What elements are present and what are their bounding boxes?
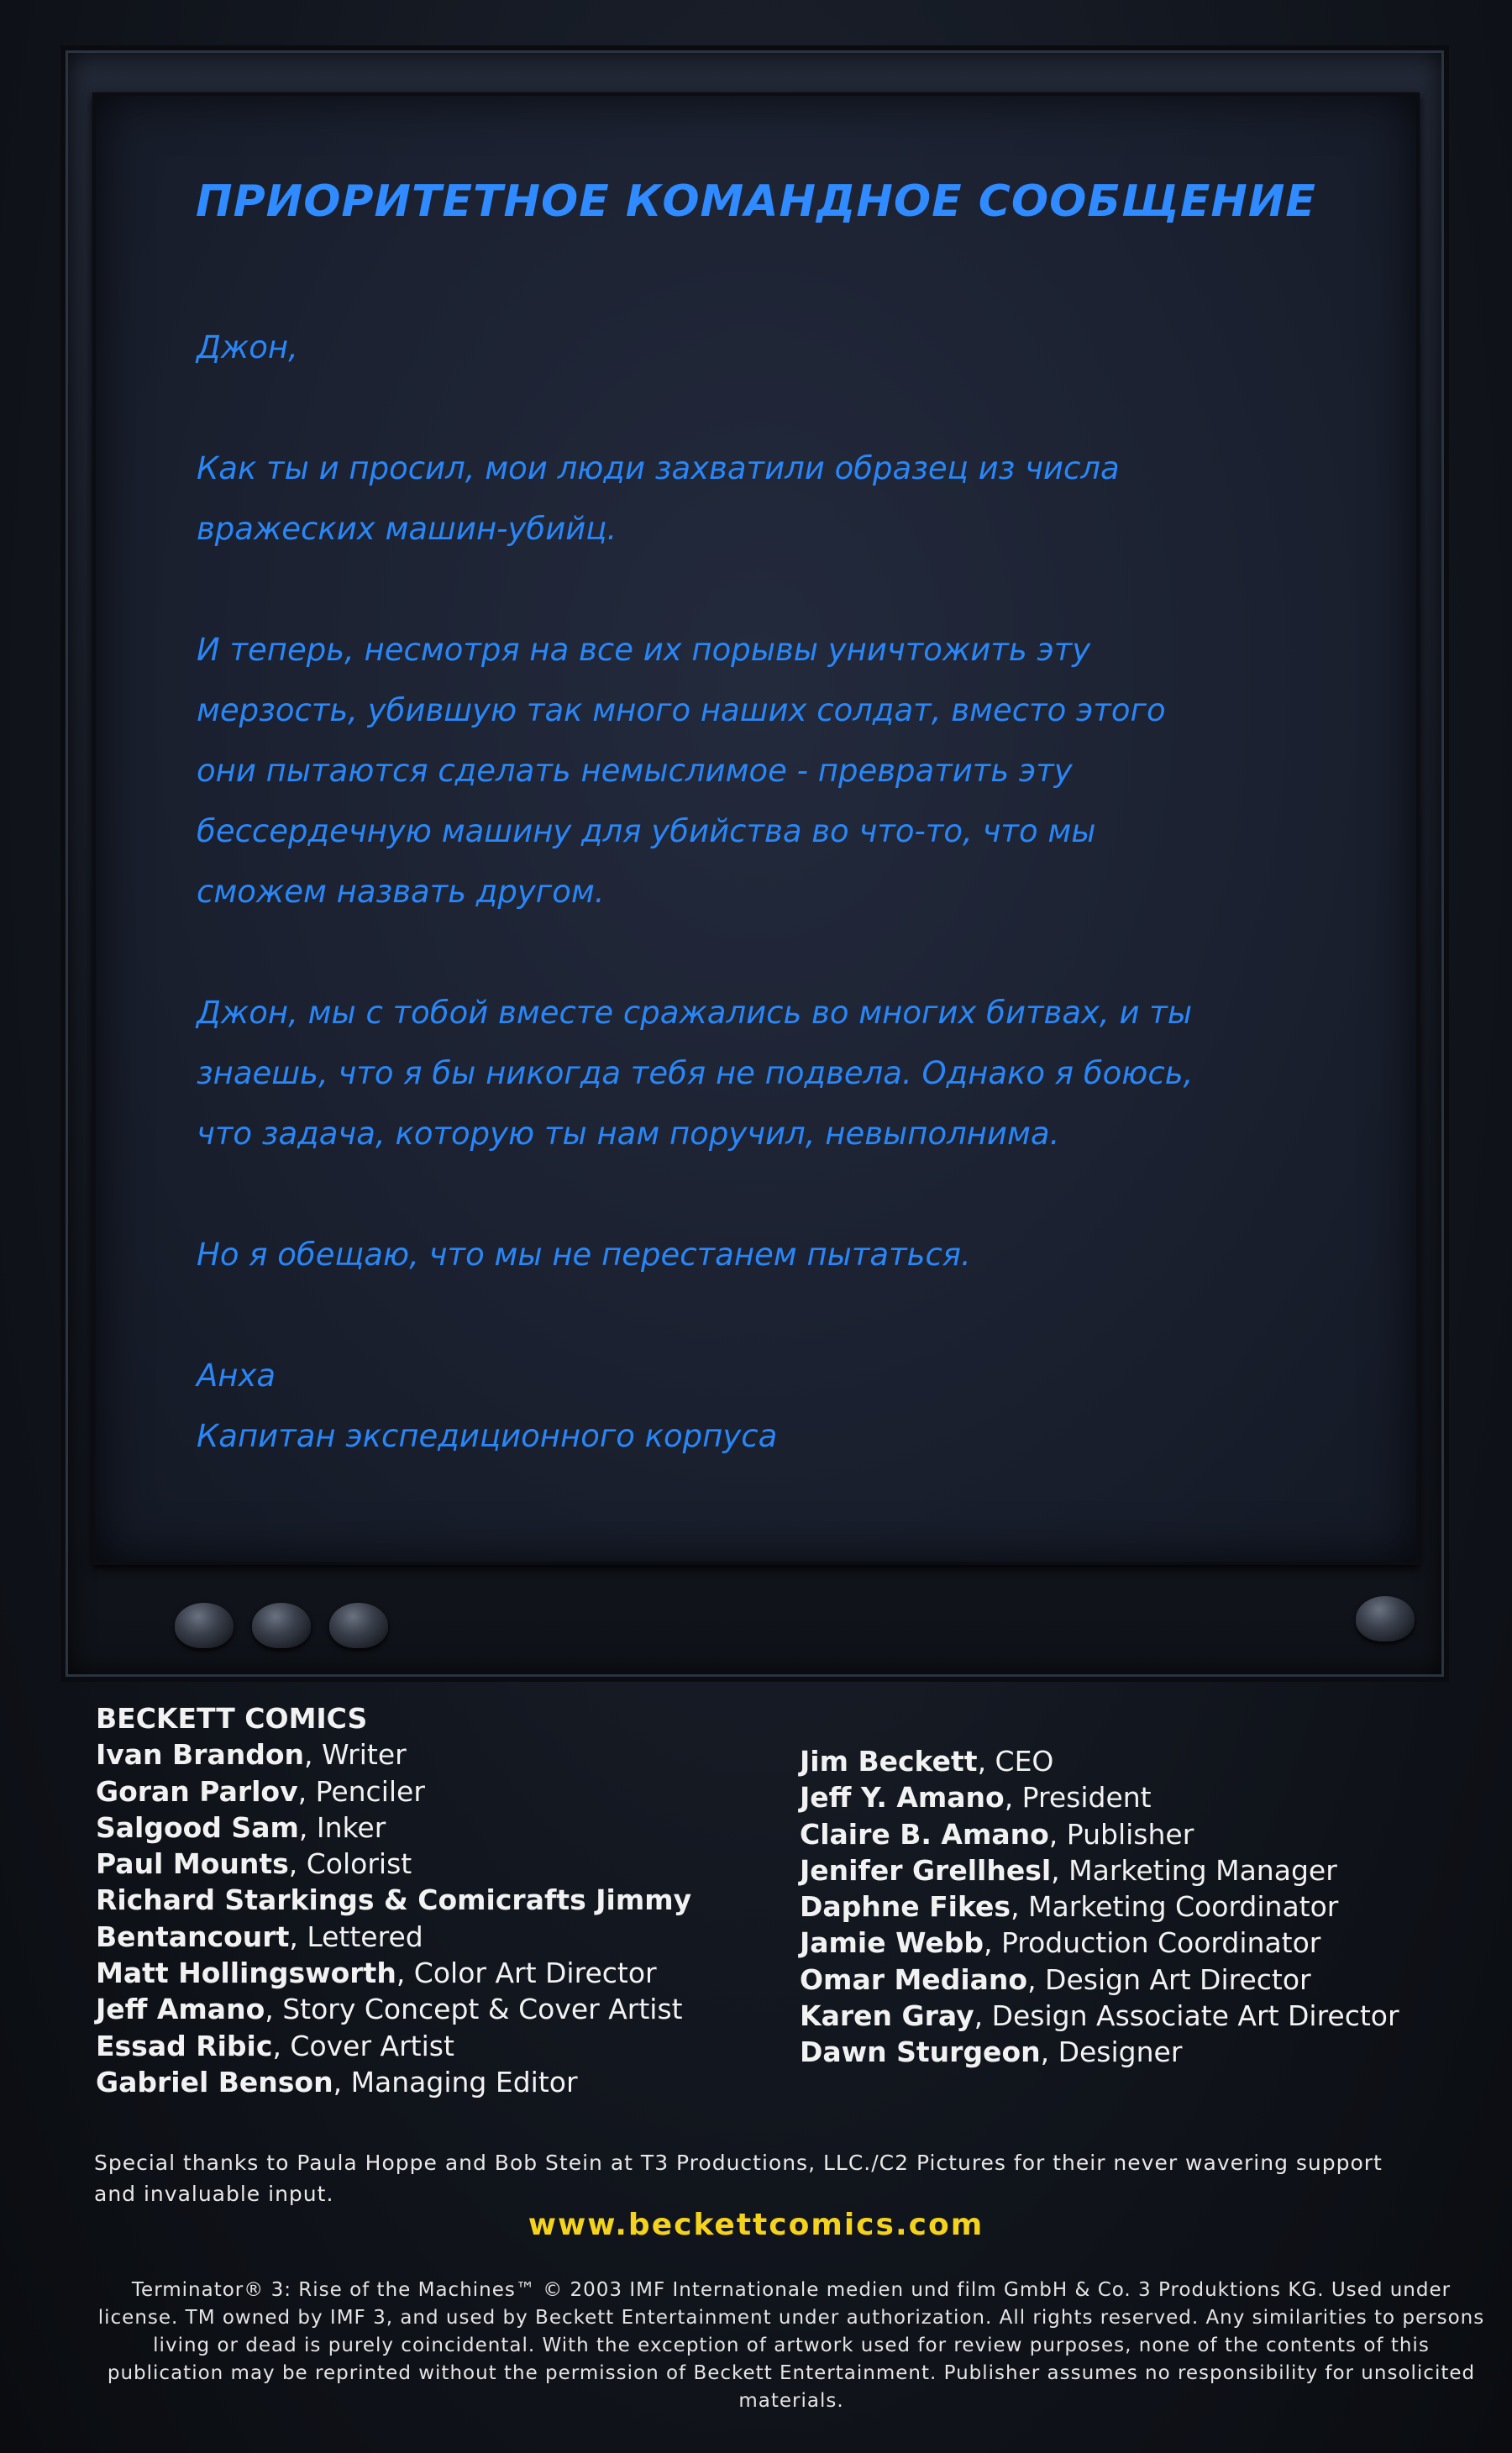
message-signature <box>197 1346 1373 1467</box>
credit-line: Jeff Amano, Story Concept & Cover Artist <box>96 1993 683 2026</box>
message-paragraph-1: Как ты и просил, мои люди захватили образец из числа вражеских машин-убийц. <box>197 450 1120 547</box>
credit-line: Jim Beckett, CEO <box>800 1745 1054 1778</box>
credit-line: Richard Starkings & Comicrafts Jimmy <box>96 1883 692 1917</box>
message-paragraph-2: И теперь, несмотря на все их порывы уничтожить эту мерзость, убившую так много наших солдат, вместо этого они пытаются сделать немыслимое - превратить эту бессердечную машину для убийства во что-то, что мы сможем назвать другом. <box>197 632 1166 910</box>
message-title: ПРИОРИТЕТНОЕ КОМАНДНОЕ СООБЩЕНИЕ <box>196 176 1316 227</box>
message-paragraph-4: Но я обещаю, что мы не перестанем пытаться. <box>197 1237 971 1273</box>
monitor-knob-3 <box>329 1603 388 1648</box>
signature-title: Капитан экспедиционного корпуса <box>197 1418 778 1454</box>
website-link[interactable]: www.beckettcomics.com <box>528 2208 984 2242</box>
credit-line: Salgood Sam, Inker <box>96 1810 386 1844</box>
credits-right-column <box>800 1743 1399 2071</box>
credit-line: Bentancourt, Lettered <box>96 1920 423 1953</box>
credit-line: Gabriel Benson, Managing Editor <box>96 2065 578 2098</box>
message-paragraph-3: Джон, мы с тобой вместе сражались во многих битвах, и ты знаешь, что я бы никогда тебя не подвела. Однако я боюсь, что задача, которую ты нам поручил, невыполнима. <box>197 995 1194 1152</box>
credits-heading: BECKETT COMICS <box>96 1702 368 1735</box>
credit-line: Daphne Fikes, Marketing Coordinator <box>800 1890 1339 1924</box>
credits-left-column <box>96 1700 691 2100</box>
credit-line: Claire B. Amano, Publisher <box>800 1817 1194 1851</box>
credit-line: Goran Parlov, Penciler <box>96 1774 425 1808</box>
credit-line: Essad Ribic, Cover Artist <box>96 2029 454 2062</box>
credit-line: Matt Hollingsworth, Color Art Director <box>96 1957 657 1990</box>
signature-name: Анха <box>197 1358 276 1394</box>
legal-notice: Terminator® 3: Rise of the Machines™ © 2003 IMF Internationale medien und film GmbH & Co. 3 Produktions KG. Used under license. TM owned by IMF 3, and used by Beckett Entertainment under authorization. All rights reserved. Any similarities to persons living or dead is purely coincidental. With the exception of artwork used for review purposes, none of the contents of this publication may be reprinted without the permission of Beckett Entertainment. Publisher assumes no responsibility for unsolicited materials. <box>97 2279 1485 2412</box>
credit-line: Karen Gray, Design Associate Art Director <box>800 1999 1399 2033</box>
credit-line: Jenifer Grellhesl, Marketing Manager <box>800 1853 1337 1887</box>
credit-line: Omar Mediano, Design Art Director <box>800 1962 1311 1996</box>
credit-line: Ivan Brandon, Writer <box>96 1738 407 1772</box>
message-salutation: Джон, <box>197 329 298 365</box>
monitor-knob-2 <box>252 1603 311 1648</box>
special-thanks: Special thanks to Paula Hoppe and Bob Stein at T3 Productions, LLC./C2 Pictures for their never wavering support and invaluable input. <box>94 2151 1383 2206</box>
credit-line: Jamie Webb, Production Coordinator <box>800 1926 1321 1960</box>
credit-line: Jeff Y. Amano, President <box>800 1781 1152 1815</box>
monitor-knob-4 <box>1356 1596 1415 1641</box>
credit-line: Dawn Sturgeon, Designer <box>800 2035 1183 2069</box>
credit-line: Paul Mounts, Colorist <box>96 1847 412 1881</box>
monitor-knob-1 <box>175 1603 234 1648</box>
